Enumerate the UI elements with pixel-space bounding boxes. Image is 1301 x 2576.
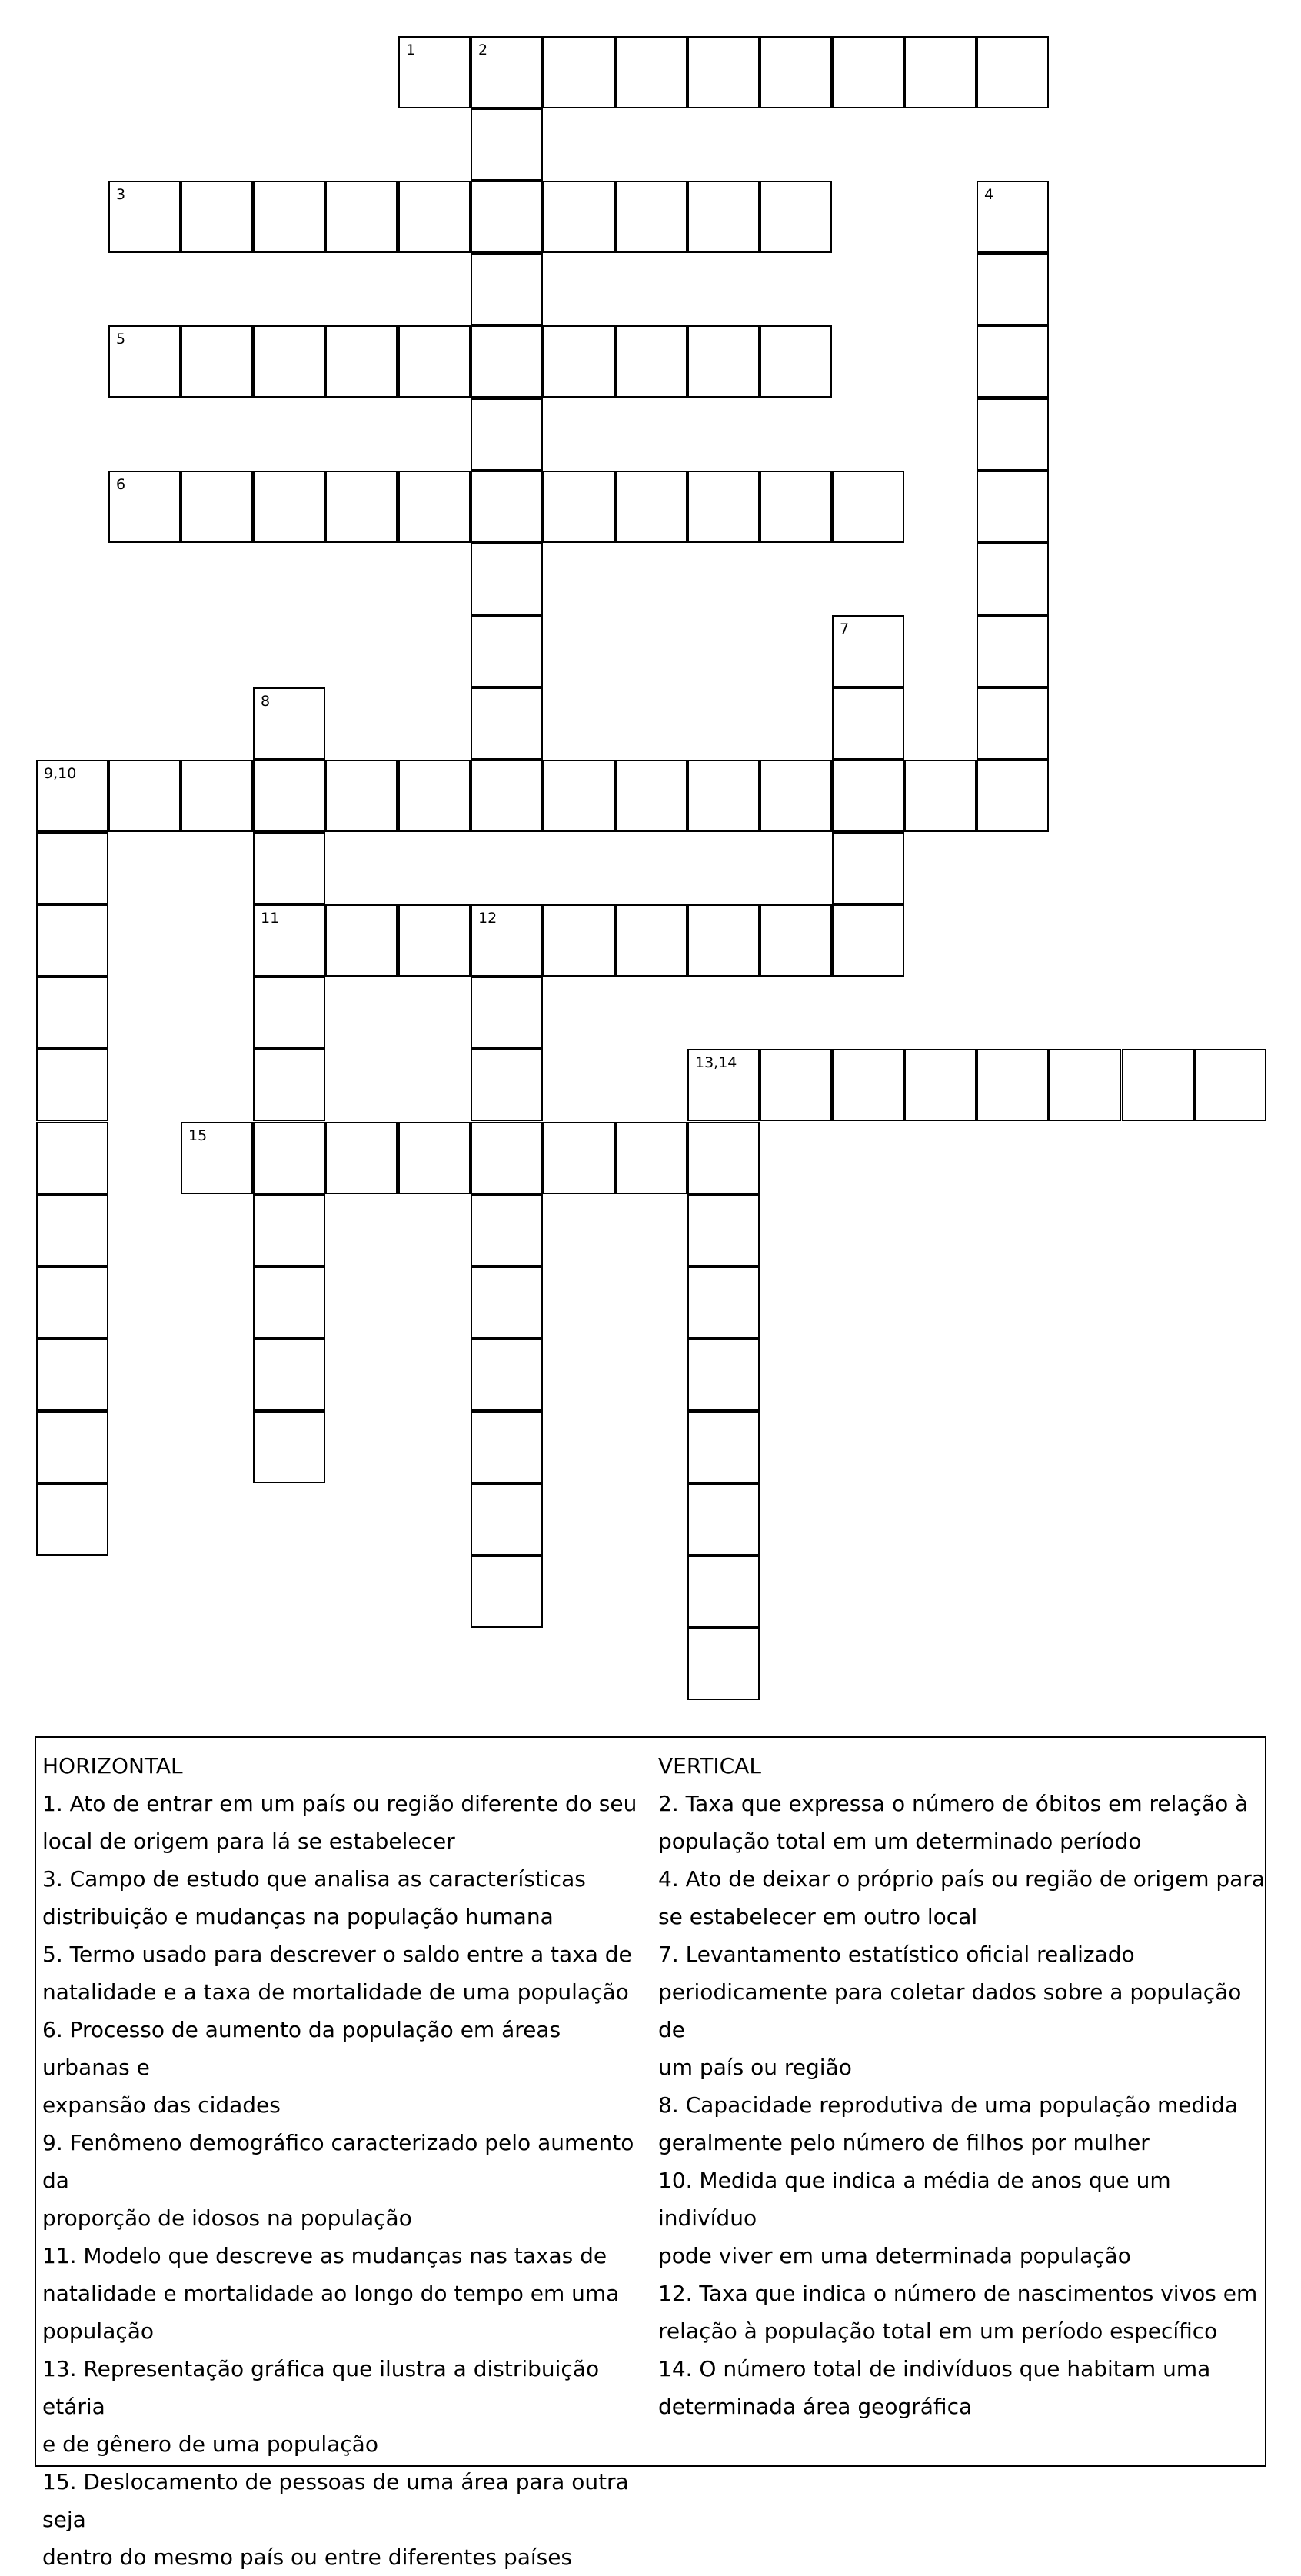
grid-cell[interactable] xyxy=(904,36,977,108)
clue-line: população xyxy=(42,2318,155,2344)
grid-cell[interactable] xyxy=(471,904,543,977)
grid-cell[interactable] xyxy=(543,1122,615,1194)
grid-cell[interactable] xyxy=(687,1339,760,1411)
grid-cell[interactable] xyxy=(977,687,1049,760)
grid-cell[interactable] xyxy=(615,471,687,543)
grid-cell[interactable] xyxy=(253,1122,325,1194)
grid-cell[interactable] xyxy=(687,181,760,253)
clue-number: 3 xyxy=(116,186,126,203)
clue-line: dentro do mesmo país ou entre diferentes países xyxy=(42,2544,573,2570)
grid-cell[interactable] xyxy=(832,832,904,904)
grid-cell[interactable] xyxy=(471,36,543,108)
grid-cell[interactable] xyxy=(471,1483,543,1556)
grid-cell[interactable] xyxy=(471,760,543,832)
clue-number: 4 xyxy=(984,186,994,203)
grid-cell[interactable] xyxy=(325,904,398,977)
vertical-heading: VERTICAL xyxy=(658,1753,761,1779)
grid-cell[interactable] xyxy=(36,977,108,1049)
grid-cell[interactable] xyxy=(977,398,1049,471)
clue-line: natalidade e a taxa de mortalidade de uma população xyxy=(42,1979,629,2005)
grid-cell[interactable] xyxy=(36,760,108,832)
clue-line: se estabelecer em outro local xyxy=(658,1904,978,1929)
grid-cell[interactable] xyxy=(325,471,398,543)
grid-cell[interactable] xyxy=(325,1122,398,1194)
vertical-clues xyxy=(658,1747,1266,2425)
horizontal-heading: HORIZONTAL xyxy=(42,1753,183,1779)
grid-cell[interactable] xyxy=(471,543,543,615)
grid-cell[interactable] xyxy=(977,1049,1049,1121)
grid-cell[interactable] xyxy=(108,325,181,398)
grid-cell[interactable] xyxy=(760,760,832,832)
grid-cell[interactable] xyxy=(543,760,615,832)
grid-cell[interactable] xyxy=(253,687,325,760)
grid-cell[interactable] xyxy=(832,904,904,977)
clue-number: 1 xyxy=(406,42,416,58)
grid-cell[interactable] xyxy=(398,1122,471,1194)
grid-cell[interactable] xyxy=(977,181,1049,253)
grid-cell[interactable] xyxy=(471,615,543,687)
clue-line: 10. Medida que indica a média de anos que um indivíduo xyxy=(658,2168,1171,2231)
grid-cell[interactable] xyxy=(325,181,398,253)
clue-line: 12. Taxa que indica o número de nascimentos vivos em xyxy=(658,2281,1258,2306)
grid-cell[interactable] xyxy=(253,471,325,543)
grid-cell[interactable] xyxy=(1049,1049,1121,1121)
grid-cell[interactable] xyxy=(253,832,325,904)
grid-cell[interactable] xyxy=(398,325,471,398)
grid-cell[interactable] xyxy=(471,253,543,325)
clue-number: 15 xyxy=(188,1127,208,1144)
grid-cell[interactable] xyxy=(253,1266,325,1339)
clue-number: 11 xyxy=(261,910,280,927)
grid-cell[interactable] xyxy=(687,471,760,543)
grid-cell[interactable] xyxy=(471,1411,543,1483)
grid-cell[interactable] xyxy=(687,760,760,832)
grid-cell[interactable] xyxy=(471,181,543,253)
grid-cell[interactable] xyxy=(398,760,471,832)
clue-line: relação à população total em um período específico xyxy=(658,2318,1218,2344)
grid-cell[interactable] xyxy=(181,760,253,832)
grid-cell[interactable] xyxy=(832,760,904,832)
grid-cell[interactable] xyxy=(615,181,687,253)
grid-cell[interactable] xyxy=(977,471,1049,543)
grid-cell[interactable] xyxy=(687,325,760,398)
grid-cell[interactable] xyxy=(398,36,471,108)
clue-line: população total em um determinado período xyxy=(658,1829,1142,1854)
grid-cell[interactable] xyxy=(977,36,1049,108)
grid-cell[interactable] xyxy=(687,36,760,108)
grid-cell[interactable] xyxy=(760,471,832,543)
clue-line: 11. Modelo que descreve as mudanças nas taxas de xyxy=(42,2243,607,2268)
grid-cell[interactable] xyxy=(687,1411,760,1483)
grid-cell[interactable] xyxy=(398,471,471,543)
grid-cell[interactable] xyxy=(1194,1049,1266,1121)
grid-cell[interactable] xyxy=(181,325,253,398)
grid-cell[interactable] xyxy=(1122,1049,1194,1121)
grid-cell[interactable] xyxy=(760,1049,832,1121)
grid-cell[interactable] xyxy=(471,1556,543,1628)
grid-cell[interactable] xyxy=(253,1049,325,1121)
clue-line: expansão das cidades xyxy=(42,2092,281,2118)
grid-cell[interactable] xyxy=(108,471,181,543)
grid-cell[interactable] xyxy=(832,615,904,687)
grid-cell[interactable] xyxy=(543,36,615,108)
clue-line: pode viver em uma determinada população xyxy=(658,2243,1131,2268)
grid-cell[interactable] xyxy=(687,904,760,977)
horizontal-clues xyxy=(42,1747,650,2576)
clue-line: 14. O número total de indivíduos que habitam uma xyxy=(658,2356,1211,2381)
grid-cell[interactable] xyxy=(760,181,832,253)
grid-cell[interactable] xyxy=(977,615,1049,687)
grid-cell[interactable] xyxy=(760,36,832,108)
clue-number: 7 xyxy=(840,621,850,637)
grid-cell[interactable] xyxy=(398,904,471,977)
grid-cell[interactable] xyxy=(687,1556,760,1628)
clue-line: 7. Levantamento estatístico oficial realizado xyxy=(658,1942,1135,1967)
clue-line: 1. Ato de entrar em um país ou região diferente do seu xyxy=(42,1791,637,1816)
grid-cell[interactable] xyxy=(36,904,108,977)
grid-cell[interactable] xyxy=(471,471,543,543)
grid-cell[interactable] xyxy=(687,1049,760,1121)
grid-cell[interactable] xyxy=(471,977,543,1049)
grid-cell[interactable] xyxy=(471,1122,543,1194)
clue-number: 6 xyxy=(116,476,126,493)
grid-cell[interactable] xyxy=(325,760,398,832)
grid-cell[interactable] xyxy=(253,325,325,398)
grid-cell[interactable] xyxy=(253,977,325,1049)
grid-cell[interactable] xyxy=(471,108,543,181)
grid-cell[interactable] xyxy=(832,36,904,108)
clue-line: 4. Ato de deixar o próprio país ou região de origem para xyxy=(658,1866,1265,1892)
grid-cell[interactable] xyxy=(977,325,1049,398)
grid-cell[interactable] xyxy=(471,1266,543,1339)
grid-cell[interactable] xyxy=(832,687,904,760)
grid-cell[interactable] xyxy=(615,760,687,832)
grid-cell[interactable] xyxy=(181,471,253,543)
grid-cell[interactable] xyxy=(36,1339,108,1411)
grid-cell[interactable] xyxy=(760,904,832,977)
clue-line: 6. Processo de aumento da população em áreas urbanas e xyxy=(42,2017,561,2080)
clue-line: determinada área geográfica xyxy=(658,2394,973,2419)
clue-number: 8 xyxy=(261,693,271,710)
grid-cell[interactable] xyxy=(36,1194,108,1266)
grid-cell[interactable] xyxy=(108,760,181,832)
grid-cell[interactable] xyxy=(471,1194,543,1266)
grid-cell[interactable] xyxy=(253,181,325,253)
clue-number: 13,14 xyxy=(695,1054,737,1071)
grid-cell[interactable] xyxy=(543,904,615,977)
grid-cell[interactable] xyxy=(615,36,687,108)
grid-cell[interactable] xyxy=(36,1049,108,1121)
grid-cell[interactable] xyxy=(36,832,108,904)
clue-line: proporção de idosos na população xyxy=(42,2205,412,2231)
grid-cell[interactable] xyxy=(543,325,615,398)
grid-cell[interactable] xyxy=(760,325,832,398)
grid-cell[interactable] xyxy=(36,1411,108,1483)
grid-cell[interactable] xyxy=(615,1122,687,1194)
clue-line: geralmente pelo número de filhos por mulher xyxy=(658,2130,1150,2155)
grid-cell[interactable] xyxy=(181,1122,253,1194)
clue-number: 9,10 xyxy=(44,765,77,782)
grid-cell[interactable] xyxy=(471,687,543,760)
clue-number: 5 xyxy=(116,331,126,348)
grid-cell[interactable] xyxy=(832,1049,904,1121)
grid-cell[interactable] xyxy=(36,1483,108,1556)
grid-cell[interactable] xyxy=(253,1339,325,1411)
clue-line: periodicamente para coletar dados sobre a população de xyxy=(658,1979,1242,2042)
clue-line: 5. Termo usado para descrever o saldo entre a taxa de xyxy=(42,1942,632,1967)
grid-cell[interactable] xyxy=(977,253,1049,325)
clue-line: um país ou região xyxy=(658,2055,852,2080)
grid-cell[interactable] xyxy=(471,325,543,398)
grid-cell[interactable] xyxy=(398,181,471,253)
clue-line: 2. Taxa que expressa o número de óbitos em relação à xyxy=(658,1791,1249,1816)
clue-line: 8. Capacidade reprodutiva de uma população medida xyxy=(658,2092,1239,2118)
grid-cell[interactable] xyxy=(181,181,253,253)
clue-line: 3. Campo de estudo que analisa as características xyxy=(42,1866,586,1892)
grid-cell[interactable] xyxy=(471,398,543,471)
clue-line: natalidade e mortalidade ao longo do tempo em uma xyxy=(42,2281,620,2306)
grid-cell[interactable] xyxy=(977,760,1049,832)
grid-cell[interactable] xyxy=(615,904,687,977)
grid-cell[interactable] xyxy=(36,1122,108,1194)
grid-cell[interactable] xyxy=(687,1194,760,1266)
grid-cell[interactable] xyxy=(36,1266,108,1339)
grid-cell[interactable] xyxy=(253,904,325,977)
grid-cell[interactable] xyxy=(543,471,615,543)
grid-cell[interactable] xyxy=(543,181,615,253)
grid-cell[interactable] xyxy=(471,1049,543,1121)
grid-cell[interactable] xyxy=(325,325,398,398)
clue-line: e de gênero de uma população xyxy=(42,2431,378,2457)
grid-cell[interactable] xyxy=(253,760,325,832)
clue-line: 9. Fenômeno demográfico caracterizado pelo aumento da xyxy=(42,2130,634,2193)
grid-cell[interactable] xyxy=(977,543,1049,615)
grid-cell[interactable] xyxy=(615,325,687,398)
clues-box xyxy=(35,1736,1266,2570)
grid-cell[interactable] xyxy=(687,1266,760,1339)
grid-cell[interactable] xyxy=(108,181,181,253)
grid-cell[interactable] xyxy=(687,1122,760,1194)
clue-line: distribuição e mudanças na população humana xyxy=(42,1904,554,1929)
clue-line: 15. Deslocamento de pessoas de uma área para outra seja xyxy=(42,2469,629,2532)
grid-cell[interactable] xyxy=(904,760,977,832)
grid-cell[interactable] xyxy=(687,1628,760,1700)
clue-number: 2 xyxy=(478,42,488,58)
grid-cell[interactable] xyxy=(253,1194,325,1266)
grid-cell[interactable] xyxy=(687,1483,760,1556)
grid-cell[interactable] xyxy=(253,1411,325,1483)
clue-number: 12 xyxy=(478,910,497,927)
grid-cell[interactable] xyxy=(904,1049,977,1121)
grid-cell[interactable] xyxy=(832,471,904,543)
clue-line: local de origem para lá se estabelecer xyxy=(42,1829,455,1854)
grid-cell[interactable] xyxy=(471,1339,543,1411)
clue-line: 13. Representação gráfica que ilustra a distribuição etária xyxy=(42,2356,600,2419)
